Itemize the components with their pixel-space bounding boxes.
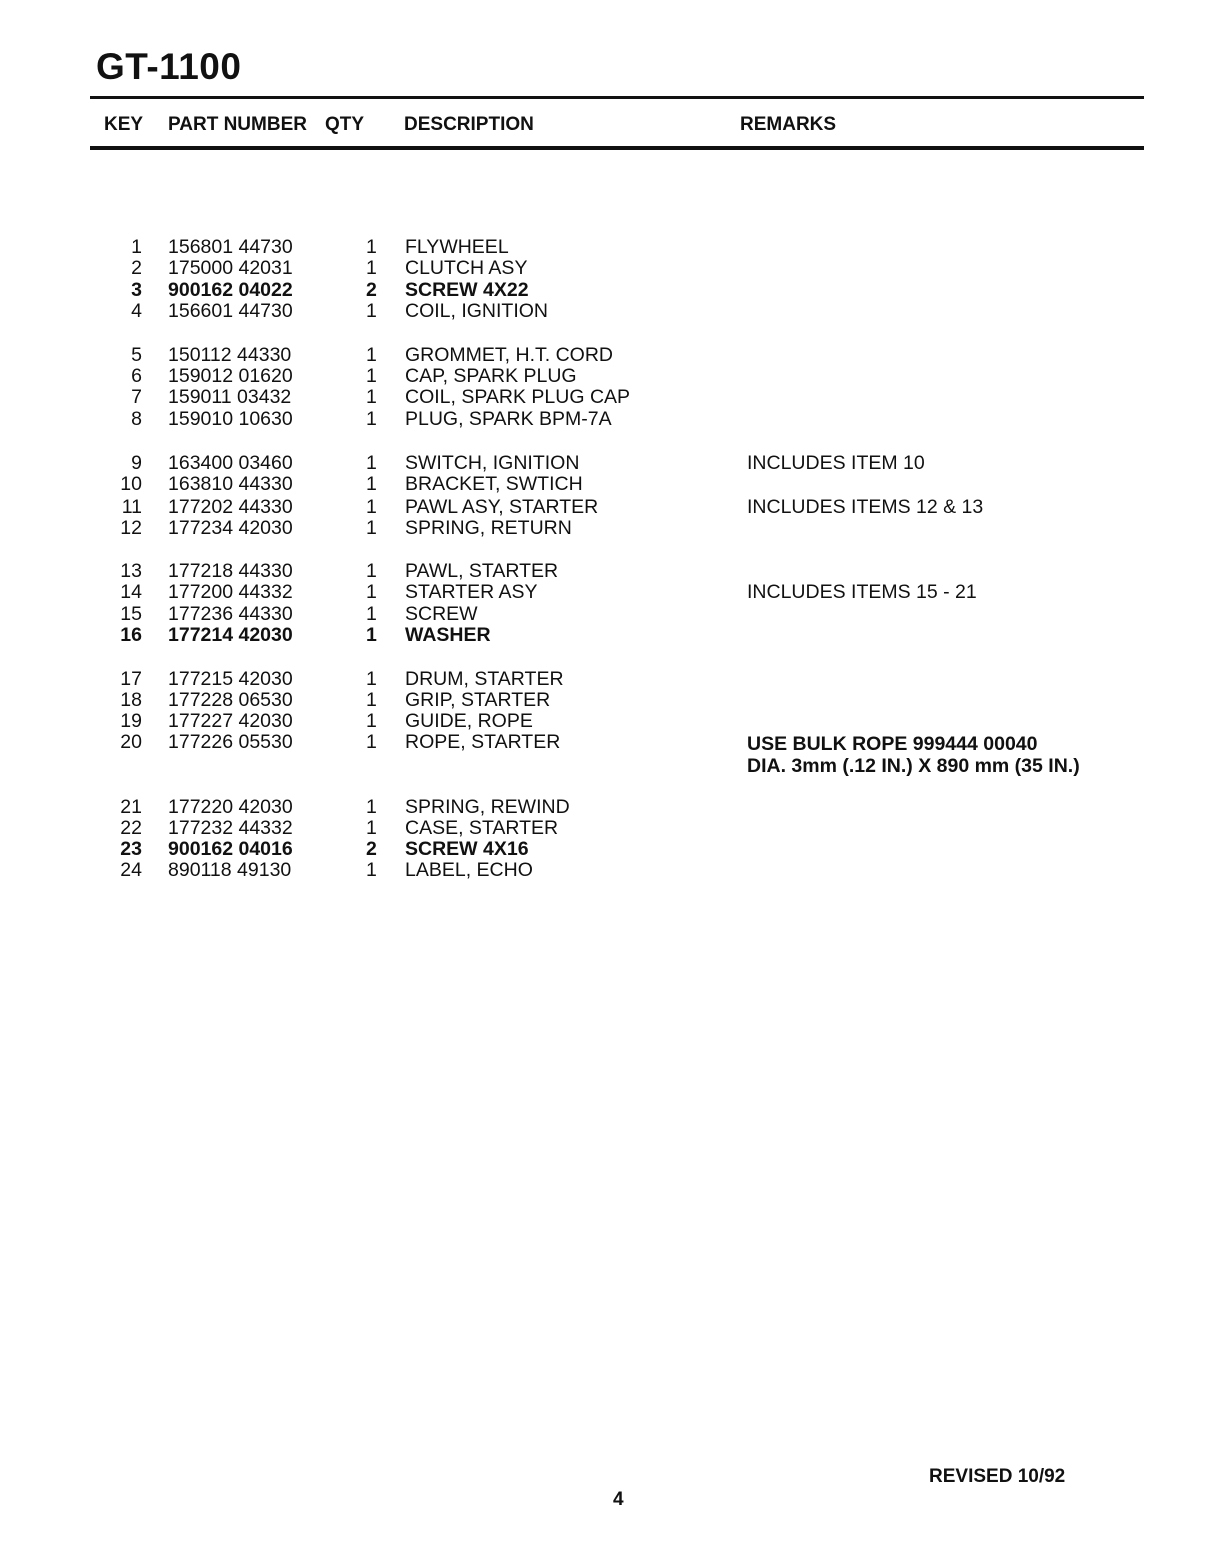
part-description: SPRING, REWIND — [405, 796, 570, 818]
part-key: 5 — [131, 344, 142, 366]
part-qty: 1 — [366, 408, 377, 430]
part-description: GUIDE, ROPE — [405, 710, 533, 732]
column-header-key: KEY — [104, 114, 144, 135]
part-number: 177220 42030 — [168, 796, 293, 818]
part-description: GROMMET, H.T. CORD — [405, 344, 613, 366]
part-number: 890118 49130 — [168, 859, 292, 881]
part-description: SCREW 4X16 — [405, 838, 529, 860]
page-number: 4 — [613, 1489, 624, 1510]
part-qty: 1 — [366, 817, 377, 839]
part-key: 13 — [120, 560, 142, 582]
part-key: 15 — [120, 603, 142, 625]
part-key: 16 — [120, 624, 142, 646]
page-title: GT-1100 — [96, 46, 242, 87]
part-description: SPRING, RETURN — [405, 517, 572, 539]
part-number: 159011 03432 — [168, 386, 292, 408]
part-number: 177200 44332 — [168, 581, 293, 603]
part-key: 4 — [131, 300, 142, 322]
part-description: PAWL ASY, STARTER — [405, 496, 599, 518]
part-description: SCREW — [405, 603, 478, 625]
part-description: CLUTCH ASY — [405, 257, 528, 279]
part-qty: 1 — [366, 710, 377, 732]
column-header-remarks: REMARKS — [740, 114, 837, 135]
part-key: 1 — [131, 236, 142, 258]
part-key: 24 — [120, 859, 142, 881]
part-qty: 1 — [366, 624, 377, 646]
part-number: 156801 44730 — [168, 236, 293, 258]
part-key: 9 — [131, 452, 142, 474]
part-key: 6 — [131, 365, 142, 387]
part-key: 19 — [120, 710, 142, 732]
part-key: 11 — [121, 496, 142, 518]
part-number: 156601 44730 — [168, 300, 293, 322]
part-qty: 1 — [366, 731, 377, 753]
part-remarks: INCLUDES ITEM 10 — [747, 452, 925, 474]
part-description: DRUM, STARTER — [405, 668, 564, 690]
part-number: 177228 06530 — [168, 689, 293, 711]
part-description: LABEL, ECHO — [405, 859, 533, 881]
part-qty: 1 — [366, 603, 377, 625]
part-qty: 1 — [366, 859, 377, 881]
part-qty: 1 — [366, 300, 377, 322]
part-number: 177218 44330 — [168, 560, 293, 582]
part-description: ROPE, STARTER — [405, 731, 561, 753]
part-number: 175000 42031 — [168, 257, 293, 279]
part-description: BRACKET, SWTICH — [405, 473, 583, 495]
part-qty: 1 — [366, 365, 377, 387]
part-qty: 2 — [366, 279, 377, 301]
part-description: CASE, STARTER — [405, 817, 559, 839]
part-qty: 1 — [366, 560, 377, 582]
part-number: 900162 04022 — [168, 279, 293, 301]
part-remarks: INCLUDES ITEMS 15 - 21 — [747, 581, 977, 603]
column-header-description: DESCRIPTION — [404, 114, 534, 135]
part-description: PLUG, SPARK BPM-7A — [405, 408, 612, 430]
column-header-qty: QTY — [325, 114, 365, 135]
part-description: SWITCH, IGNITION — [405, 452, 580, 474]
part-description: PAWL, STARTER — [405, 560, 559, 582]
revision-note: REVISED 10/92 — [929, 1466, 1066, 1487]
rope-note-line-2: DIA. 3mm (.12 IN.) X 890 mm (35 IN.) — [747, 755, 1080, 777]
part-description: COIL, SPARK PLUG CAP — [405, 386, 631, 408]
part-key: 22 — [120, 817, 142, 839]
part-qty: 2 — [366, 838, 377, 860]
part-qty: 1 — [366, 344, 377, 366]
part-key: 2 — [131, 257, 142, 279]
part-key: 3 — [131, 279, 142, 301]
part-number: 163400 03460 — [168, 452, 293, 474]
part-qty: 1 — [366, 236, 377, 258]
part-key: 17 — [120, 668, 142, 690]
part-key: 21 — [120, 796, 142, 818]
part-remarks: INCLUDES ITEMS 12 & 13 — [747, 496, 984, 518]
part-number: 159012 01620 — [168, 365, 293, 387]
part-number: 177234 42030 — [168, 517, 293, 539]
part-number: 177202 44330 — [168, 496, 293, 518]
part-description: GRIP, STARTER — [405, 689, 551, 711]
part-qty: 1 — [366, 581, 377, 603]
part-number: 150112 44330 — [168, 344, 292, 366]
part-number: 177215 42030 — [168, 668, 293, 690]
part-key: 23 — [120, 838, 142, 860]
part-qty: 1 — [366, 452, 377, 474]
part-key: 20 — [120, 731, 142, 753]
part-key: 7 — [131, 386, 142, 408]
column-header-part-number: PART NUMBER — [168, 114, 307, 135]
part-number: 900162 04016 — [168, 838, 293, 860]
part-number: 177226 05530 — [168, 731, 293, 753]
part-description: STARTER ASY — [405, 581, 538, 603]
part-key: 14 — [120, 581, 142, 603]
part-key: 12 — [120, 517, 142, 539]
part-qty: 1 — [366, 473, 377, 495]
part-number: 177232 44332 — [168, 817, 293, 839]
part-key: 8 — [131, 408, 142, 430]
part-description: SCREW 4X22 — [405, 279, 529, 301]
part-qty: 1 — [366, 668, 377, 690]
rope-note-line-1: USE BULK ROPE 999444 00040 — [747, 733, 1038, 755]
part-description: COIL, IGNITION — [405, 300, 549, 322]
part-description: CAP, SPARK PLUG — [405, 365, 577, 387]
header-bottom-rule — [90, 146, 1144, 150]
part-number: 177214 42030 — [168, 624, 293, 646]
part-description: FLYWHEEL — [405, 236, 509, 258]
part-qty: 1 — [366, 517, 377, 539]
part-qty: 1 — [366, 689, 377, 711]
part-qty: 1 — [366, 386, 377, 408]
part-number: 177236 44330 — [168, 603, 293, 625]
part-description: WASHER — [405, 624, 491, 646]
part-number: 163810 44330 — [168, 473, 293, 495]
header-top-rule — [90, 96, 1144, 99]
part-qty: 1 — [366, 257, 377, 279]
part-number: 159010 10630 — [168, 408, 293, 430]
part-key: 10 — [120, 473, 142, 495]
part-number: 177227 42030 — [168, 710, 293, 732]
part-key: 18 — [120, 689, 142, 711]
part-qty: 1 — [366, 796, 377, 818]
part-qty: 1 — [366, 496, 377, 518]
